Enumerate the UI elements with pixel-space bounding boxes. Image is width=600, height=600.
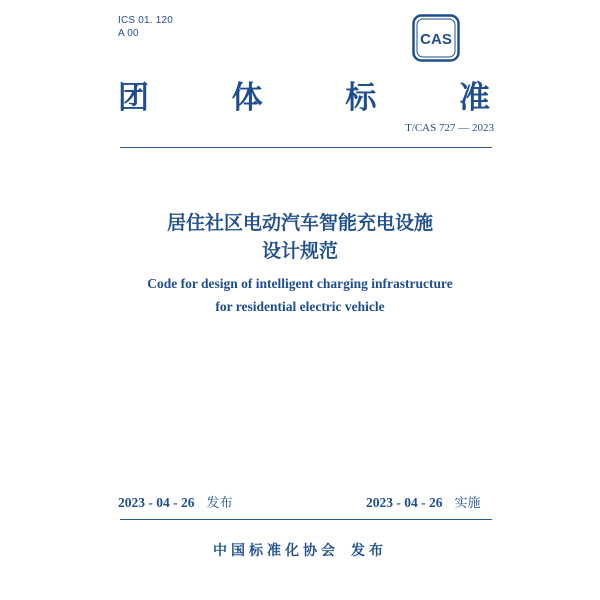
classification-codes [118,14,173,40]
issue-date-block [118,492,233,511]
category-code: A 00 [118,28,139,39]
top-divider [120,147,492,148]
ics-code: ICS 01. 120 [118,15,174,26]
cas-logo-icon [412,14,460,62]
title-char: 标 [345,79,377,116]
title-char: 准 [458,79,490,116]
publisher-name: 中国标准化协会 [213,543,339,559]
document-type-title [118,74,490,114]
publisher-line [0,540,600,560]
bottom-divider [120,519,492,520]
implement-date: 2023 - 04 - 26 [366,495,443,510]
title-char: 体 [231,79,263,116]
english-title-line-2: for residential electric vehicle [215,299,385,314]
english-title-line-1: Code for design of intelligent charging infrastructure [147,276,453,291]
implement-label: 实施 [454,496,481,511]
title-char: 团 [118,79,149,116]
chinese-title-line-1: 居住社区电动汽车智能充电设施 [166,212,433,234]
issue-date: 2023 - 04 - 26 [118,495,195,510]
chinese-title-line-2: 设计规范 [261,240,338,262]
publish-label: 发布 [351,543,387,559]
logo-text: CAS [420,31,452,48]
issue-label: 发布 [206,496,233,511]
implement-date-block [366,492,481,511]
standard-number: T/CAS 727 — 2023 [405,122,494,134]
